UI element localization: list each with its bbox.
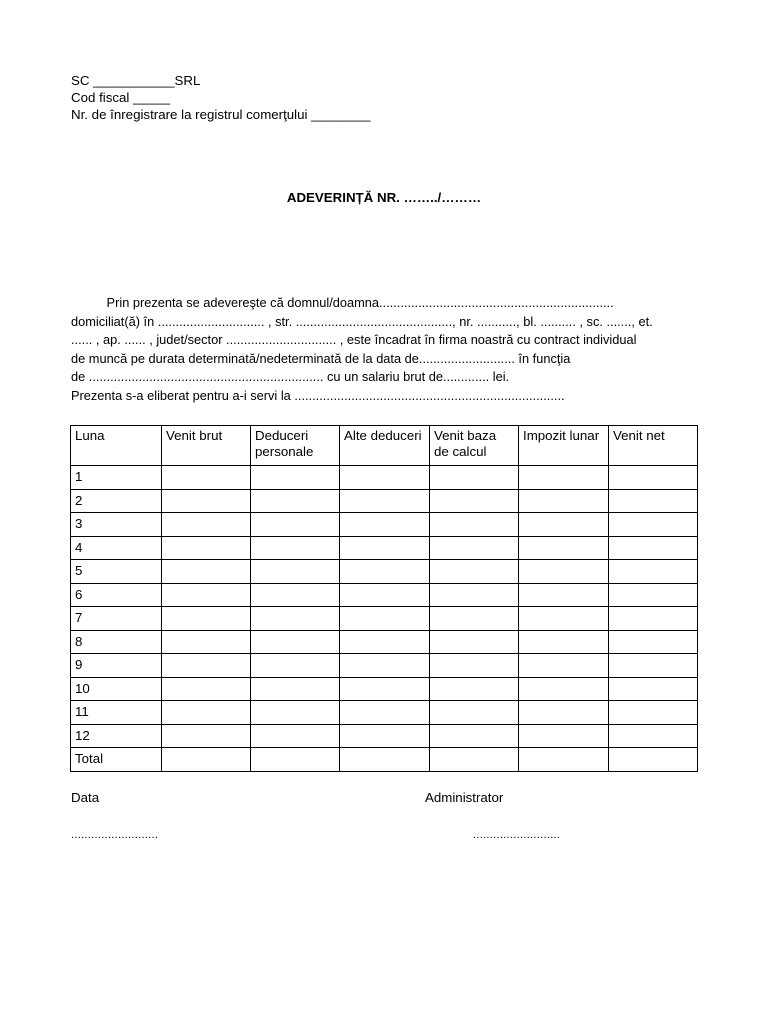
table-row [71,583,698,607]
value-cell [430,654,519,678]
value-cell [340,607,430,631]
value-cell [162,466,251,490]
registry-number-line: Nr. de înregistrare la registrul comerţului ________ [71,107,371,122]
value-cell [609,607,698,631]
value-cell [519,607,609,631]
value-cell [609,630,698,654]
value-cell [162,748,251,772]
month-cell: 3 [71,513,162,537]
value-cell [251,677,340,701]
company-name-line: SC ___________SRL [71,73,201,88]
column-header-deduceri-personale: Deduceri personale [251,426,340,466]
table-row [71,677,698,701]
value-cell [609,677,698,701]
value-cell [251,583,340,607]
table-row [71,654,698,678]
value-cell [340,748,430,772]
value-cell [609,583,698,607]
month-cell: 12 [71,724,162,748]
fiscal-code-line: Cod fiscal _____ [71,90,171,105]
administrator-label: Administrator [425,790,504,805]
value-cell [519,560,609,584]
value-cell [430,630,519,654]
value-cell [162,607,251,631]
table-row [71,607,698,631]
value-cell [519,724,609,748]
value-cell [162,654,251,678]
value-cell [340,701,430,725]
value-cell [609,748,698,772]
value-cell [251,701,340,725]
value-cell [251,748,340,772]
company-header [71,72,370,123]
value-cell [251,536,340,560]
certificate-paragraph [71,294,711,406]
value-cell [519,630,609,654]
value-cell [340,466,430,490]
administrator-signature-line: .......................... [473,829,561,841]
table-row [71,748,698,772]
value-cell [340,654,430,678]
value-cell [609,536,698,560]
value-cell [162,630,251,654]
column-header-venit-net: Venit net [609,426,698,466]
table-row [71,630,698,654]
column-header-venit-brut: Venit brut [162,426,251,466]
month-cell: 9 [71,654,162,678]
value-cell [251,607,340,631]
value-cell [162,724,251,748]
value-cell [430,513,519,537]
value-cell [340,489,430,513]
table-row [71,513,698,537]
value-cell [609,560,698,584]
column-header-venit-baza: Venit baza de calcul [430,426,519,466]
value-cell [519,513,609,537]
month-cell: 7 [71,607,162,631]
value-cell [430,607,519,631]
table-body [71,466,698,772]
value-cell [519,536,609,560]
table-row [71,560,698,584]
value-cell [519,466,609,490]
value-cell [430,560,519,584]
value-cell [340,536,430,560]
value-cell [251,630,340,654]
value-cell [430,677,519,701]
value-cell [162,560,251,584]
value-cell [430,536,519,560]
value-cell [430,583,519,607]
paragraph-line: Prin prezenta se adevereşte că domnul/doamna.................................................................. [71,295,614,310]
column-header-alte-deduceri: Alte deduceri [340,426,430,466]
value-cell [162,583,251,607]
value-cell [340,677,430,701]
value-cell [519,748,609,772]
value-cell [519,701,609,725]
value-cell [340,560,430,584]
value-cell [251,513,340,537]
value-cell [251,466,340,490]
value-cell [519,583,609,607]
paragraph-line: de muncă pe durata determinată/nedeterminată de la data de........................... în funcţia [71,350,571,366]
value-cell [251,489,340,513]
column-header-impozit-lunar: Impozit lunar [519,426,609,466]
table-row [71,466,698,490]
value-cell [609,489,698,513]
paragraph-line: ...... , ap. ...... , judet/sector ............................... , este încadrat în firma noastră cu contract individual [71,332,637,348]
month-cell: 8 [71,630,162,654]
value-cell [430,701,519,725]
value-cell [162,536,251,560]
value-cell [340,583,430,607]
value-cell [519,489,609,513]
month-cell: 10 [71,677,162,701]
value-cell [609,466,698,490]
month-cell: 2 [71,489,162,513]
value-cell [430,466,519,490]
value-cell [251,724,340,748]
income-table [70,425,698,772]
table-row [71,701,698,725]
value-cell [251,654,340,678]
column-header-luna: Luna [71,426,162,466]
value-cell [340,724,430,748]
paragraph-line: Prezenta s-a eliberat pentru a-i servi la ............................................................................ [71,387,565,403]
value-cell [519,654,609,678]
paragraph-line: domiciliat(ă) în .............................. , str. ............................................, nr. ..........., bl. .......... , sc. ......., et. [71,313,653,329]
table-row [71,724,698,748]
month-cell: 5 [71,560,162,584]
value-cell [162,513,251,537]
value-cell [430,489,519,513]
table-header-row [71,426,698,466]
date-label: Data [71,790,100,805]
table-row [71,489,698,513]
value-cell [162,701,251,725]
value-cell [609,724,698,748]
month-cell: 1 [71,466,162,490]
paragraph-line: de .................................................................. cu un salariu brut de............. lei. [71,369,510,385]
value-cell [609,654,698,678]
value-cell [430,748,519,772]
value-cell [609,701,698,725]
value-cell [340,513,430,537]
document-title: ADEVERINȚĂ NR. ……../……… [286,190,482,205]
month-cell: Total [71,748,162,772]
value-cell [162,489,251,513]
value-cell [430,724,519,748]
value-cell [609,513,698,537]
month-cell: 4 [71,536,162,560]
month-cell: 6 [71,583,162,607]
date-signature-line: .......................... [71,829,159,841]
value-cell [251,560,340,584]
table-row [71,536,698,560]
month-cell: 11 [71,701,162,725]
value-cell [340,630,430,654]
value-cell [162,677,251,701]
value-cell [519,677,609,701]
